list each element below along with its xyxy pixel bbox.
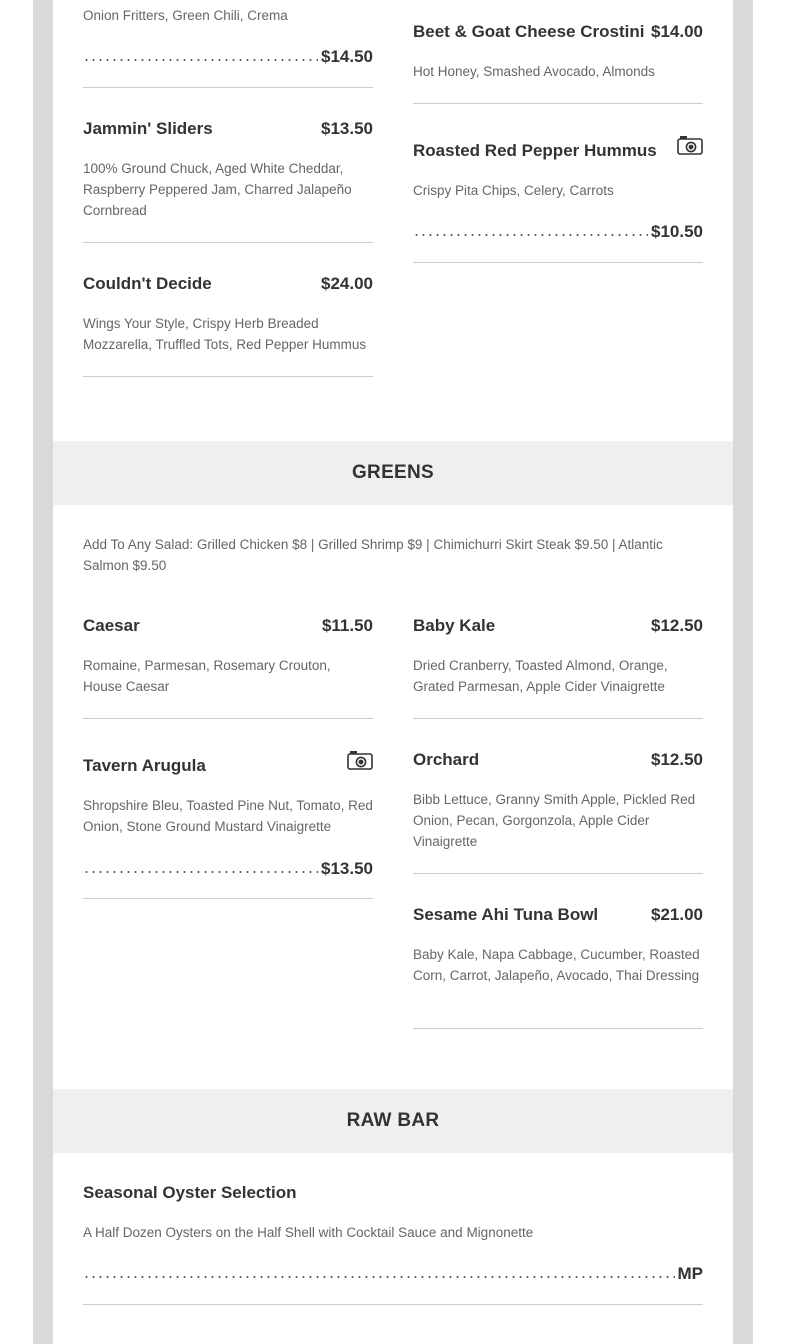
item-name: Jammin' Sliders: [83, 119, 213, 138]
item-name: Tavern Arugula: [83, 756, 206, 775]
item-price: $24.00: [321, 274, 373, 293]
item-divider: [83, 718, 373, 719]
item-price: MP: [677, 1264, 703, 1283]
item-divider: [413, 262, 703, 263]
item-divider: [83, 898, 373, 899]
price-leader: [83, 871, 318, 873]
price-leader: [83, 59, 318, 61]
item-name: Orchard: [413, 750, 480, 769]
item-name: Seasonal Oyster Selection: [83, 1183, 297, 1202]
item-divider: [413, 873, 703, 874]
item-description: Crispy Pita Chips, Celery, Carrots: [413, 183, 614, 198]
item-name: Beet & Goat Cheese Crostini: [413, 22, 645, 41]
item-name: Baby Kale: [413, 616, 496, 635]
item-price: $14.50: [321, 47, 373, 66]
item-name: Sesame Ahi Tuna Bowl: [413, 905, 599, 924]
section-header-greens: [53, 441, 733, 505]
item-description: A Half Dozen Oysters on the Half Shell with Cocktail Sauce and Mignonette: [83, 1225, 534, 1240]
item-name: Roasted Red Pepper Hummus: [413, 141, 657, 160]
section-title: GREENS: [351, 462, 435, 483]
camera-icon[interactable]: [347, 750, 373, 770]
price-leader: [83, 1276, 675, 1278]
item-description: Onion Fritters, Green Chili, Crema: [83, 8, 288, 23]
item-price: $13.50: [321, 119, 373, 138]
item-price: $12.50: [651, 616, 703, 635]
item-price: $12.50: [651, 750, 703, 769]
section-note: Add To Any Salad: Grilled Chicken $8 | Grilled Shrimp $9 | Chimichurri Skirt Steak $9.50 | Atlantic Salmon $9.50: [83, 537, 663, 573]
item-price: $21.00: [651, 905, 703, 924]
item-description: Romaine, Parmesan, Rosemary Crouton, House Caesar: [83, 658, 331, 694]
item-description: Shropshire Bleu, Toasted Pine Nut, Tomato, Red Onion, Stone Ground Mustard Vinaigrette: [83, 798, 373, 834]
item-divider: [83, 1304, 703, 1305]
item-price: $11.50: [321, 616, 373, 635]
item-price: $14.00: [651, 22, 703, 41]
item-divider: [413, 718, 703, 719]
item-description: Wings Your Style, Crispy Herb Breaded Mozzarella, Truffled Tots, Red Pepper Hummus: [83, 316, 367, 352]
section-header-raw-bar: [53, 1089, 733, 1153]
item-divider: [413, 1028, 703, 1029]
item-description: Dried Cranberry, Toasted Almond, Orange, Grated Parmesan, Apple Cider Vinaigrette: [413, 658, 668, 694]
item-price: $13.50: [321, 859, 373, 878]
item-description: Hot Honey, Smashed Avocado, Almonds: [413, 64, 655, 79]
price-leader: [413, 234, 648, 236]
item-divider: [83, 376, 373, 377]
item-divider: [83, 87, 373, 88]
item-name: Caesar: [83, 616, 140, 635]
item-divider: [413, 103, 703, 104]
item-divider: [83, 242, 373, 243]
item-price: $10.50: [651, 222, 703, 241]
item-name: Couldn't Decide: [83, 274, 212, 293]
item-description: Baby Kale, Napa Cabbage, Cucumber, Roasted Corn, Carrot, Jalapeño, Avocado, Thai Dressing: [413, 947, 700, 983]
camera-icon[interactable]: [677, 135, 703, 155]
section-title: RAW BAR: [346, 1110, 440, 1131]
item-description: 100% Ground Chuck, Aged White Cheddar, Raspberry Peppered Jam, Charred Jalapeño Cornbread: [83, 161, 352, 218]
item-description: Bibb Lettuce, Granny Smith Apple, Pickled Red Onion, Pecan, Gorgonzola, Apple Cider Vinaigrette: [413, 792, 696, 849]
